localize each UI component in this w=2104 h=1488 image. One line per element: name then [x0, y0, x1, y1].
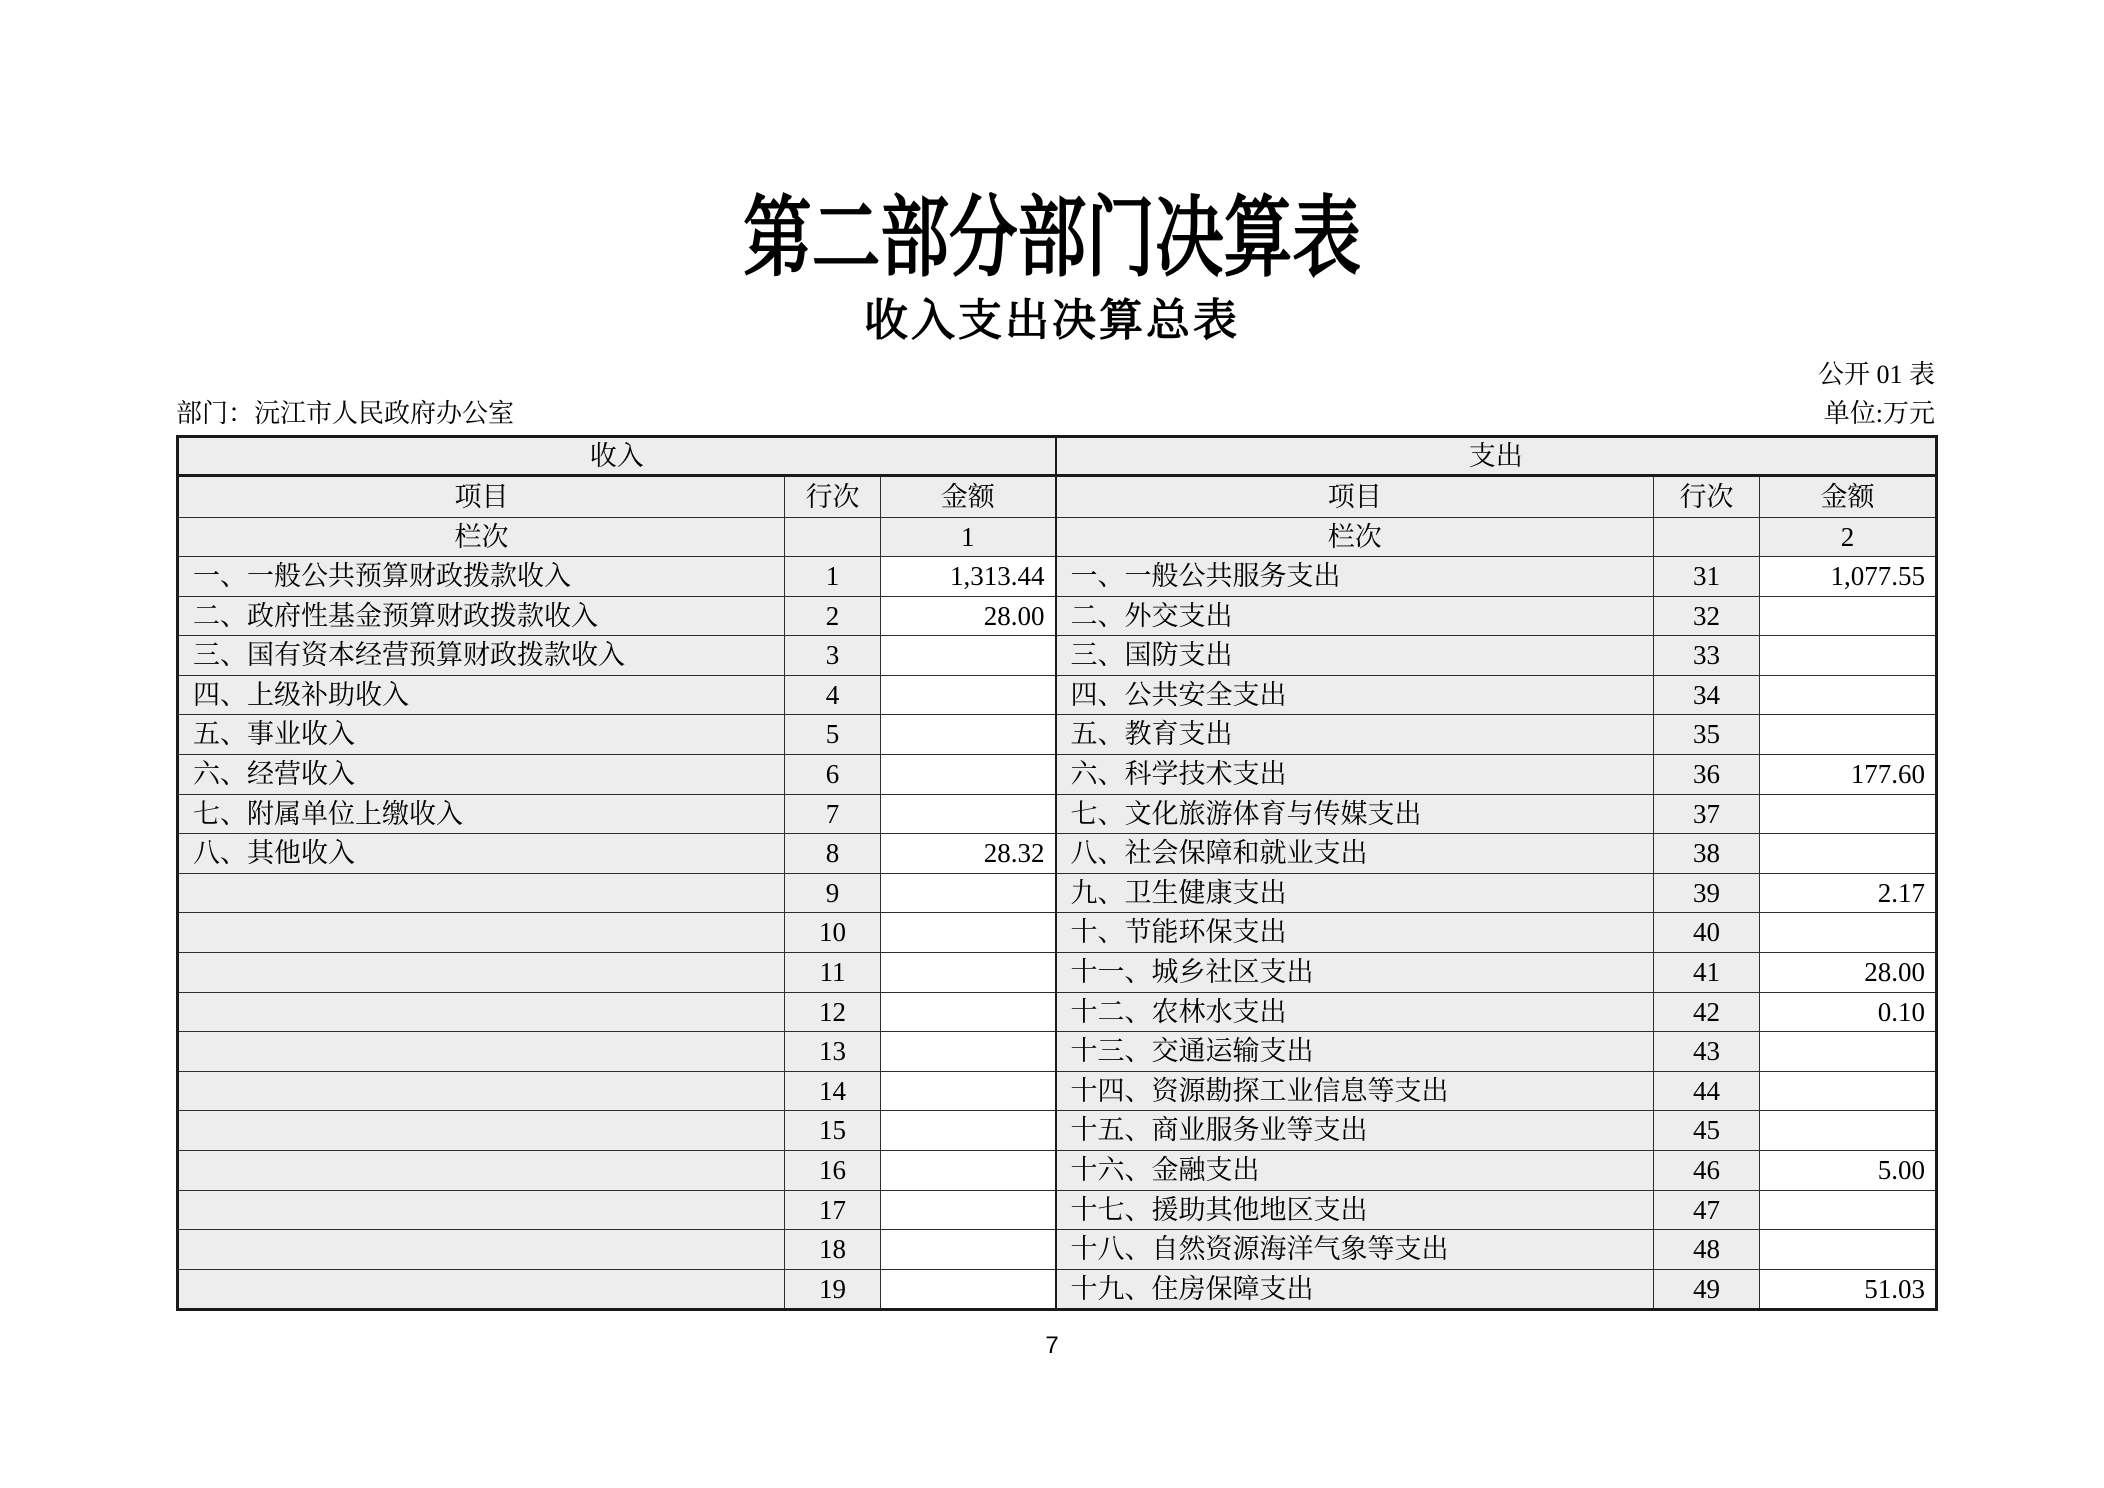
income-amount-cell [881, 754, 1056, 794]
income-line-cell: 8 [785, 834, 881, 874]
income-lanci-line-blank [785, 518, 881, 557]
expense-amount-cell: 28.00 [1760, 952, 1937, 992]
income-amount-cell [881, 636, 1056, 676]
meta-line [176, 399, 1935, 429]
income-line-cell: 17 [785, 1190, 881, 1230]
income-amount-cell [881, 715, 1056, 755]
income-line-cell: 13 [785, 1032, 881, 1072]
expense-line-cell: 32 [1654, 596, 1760, 636]
income-item-cell [178, 913, 785, 953]
income-amount-cell [881, 794, 1056, 834]
expense-line-cell: 34 [1654, 675, 1760, 715]
expense-line-cell: 40 [1654, 913, 1760, 953]
table-row [178, 596, 1937, 636]
section-header-row [178, 437, 1937, 476]
table-row [178, 834, 1937, 874]
income-item-cell [178, 1190, 785, 1230]
income-item-cell: 一、一般公共预算财政拨款收入 [178, 557, 785, 597]
expense-amount-cell [1760, 1190, 1937, 1230]
income-line-cell: 12 [785, 992, 881, 1032]
income-item-cell: 六、经营收入 [178, 754, 785, 794]
table-title: 收入支出决算总表 [864, 296, 1240, 345]
table-row [178, 794, 1937, 834]
expense-item-cell: 八、社会保障和就业支出 [1056, 834, 1654, 874]
table-row [178, 1190, 1937, 1230]
page-number: 7 [1045, 1332, 1059, 1359]
income-item-cell [178, 952, 785, 992]
income-item-cell: 五、事业收入 [178, 715, 785, 755]
expense-item-cell: 十九、住房保障支出 [1056, 1269, 1654, 1310]
income-item-cell [178, 1111, 785, 1151]
income-item-cell: 四、上级补助收入 [178, 675, 785, 715]
expense-amount-cell: 177.60 [1760, 754, 1937, 794]
income-line-cell: 15 [785, 1111, 881, 1151]
expense-item-cell: 二、外交支出 [1056, 596, 1654, 636]
income-line-cell: 16 [785, 1150, 881, 1190]
table-row [178, 1269, 1937, 1310]
income-line-cell: 11 [785, 952, 881, 992]
expense-section-header: 支出 [1056, 437, 1937, 476]
expense-line-cell: 45 [1654, 1111, 1760, 1151]
table-row [178, 1032, 1937, 1072]
table-row [178, 636, 1937, 676]
income-amount-cell: 28.32 [881, 834, 1056, 874]
expense-amount-cell: 1,077.55 [1760, 557, 1937, 597]
income-amount-cell [881, 873, 1056, 913]
table-row [178, 913, 1937, 953]
income-item-cell [178, 1150, 785, 1190]
income-amount-cell [881, 992, 1056, 1032]
income-line-cell: 7 [785, 794, 881, 834]
expense-amount-column-header: 金额 [1760, 476, 1937, 518]
table-row [178, 754, 1937, 794]
income-amount-cell [881, 675, 1056, 715]
page-title: 第二部分部门决算表 [743, 188, 1361, 287]
expense-item-cell: 一、一般公共服务支出 [1056, 557, 1654, 597]
expense-item-cell: 九、卫生健康支出 [1056, 873, 1654, 913]
income-column-number: 1 [881, 518, 1056, 557]
income-item-cell [178, 1071, 785, 1111]
expense-line-cell: 37 [1654, 794, 1760, 834]
income-amount-cell [881, 1150, 1056, 1190]
income-line-cell: 18 [785, 1230, 881, 1270]
expense-column-number: 2 [1760, 518, 1937, 557]
expense-line-cell: 48 [1654, 1230, 1760, 1270]
table-row [178, 873, 1937, 913]
table-row [178, 675, 1937, 715]
expense-lanci-label: 栏次 [1056, 518, 1654, 557]
income-line-cell: 19 [785, 1269, 881, 1310]
expense-line-cell: 35 [1654, 715, 1760, 755]
expense-line-cell: 46 [1654, 1150, 1760, 1190]
expense-amount-cell [1760, 1032, 1937, 1072]
income-section-header: 收入 [178, 437, 1056, 476]
expense-item-cell: 六、科学技术支出 [1056, 754, 1654, 794]
unit-label: 单位:万元 [1823, 399, 1935, 428]
income-amount-cell [881, 1032, 1056, 1072]
income-line-cell: 6 [785, 754, 881, 794]
income-amount-cell [881, 1190, 1056, 1230]
income-line-cell: 3 [785, 636, 881, 676]
expense-amount-cell [1760, 636, 1937, 676]
table-row [178, 715, 1937, 755]
table-row [178, 1071, 1937, 1111]
income-amount-cell [881, 952, 1056, 992]
income-amount-cell [881, 913, 1056, 953]
expense-amount-cell: 5.00 [1760, 1150, 1937, 1190]
expense-lanci-line-blank [1654, 518, 1760, 557]
income-item-column-header: 项目 [178, 476, 785, 518]
income-line-cell: 2 [785, 596, 881, 636]
income-line-column-header: 行次 [785, 476, 881, 518]
expense-line-cell: 47 [1654, 1190, 1760, 1230]
expense-amount-cell [1760, 675, 1937, 715]
expense-line-cell: 39 [1654, 873, 1760, 913]
expense-item-cell: 七、文化旅游体育与传媒支出 [1056, 794, 1654, 834]
income-item-cell: 三、国有资本经营预算财政拨款收入 [178, 636, 785, 676]
income-amount-cell [881, 1071, 1056, 1111]
table-row [178, 557, 1937, 597]
expense-amount-cell [1760, 913, 1937, 953]
expense-amount-cell: 51.03 [1760, 1269, 1937, 1310]
income-amount-cell: 1,313.44 [881, 557, 1056, 597]
income-item-cell [178, 1230, 785, 1270]
income-amount-cell [881, 1269, 1056, 1310]
column-number-row [178, 518, 1937, 557]
income-line-cell: 9 [785, 873, 881, 913]
expense-item-cell: 三、国防支出 [1056, 636, 1654, 676]
expense-item-cell: 十四、资源勘探工业信息等支出 [1056, 1071, 1654, 1111]
income-amount-cell: 28.00 [881, 596, 1056, 636]
income-item-cell: 七、附属单位上缴收入 [178, 794, 785, 834]
budget-summary-table [176, 435, 1938, 1311]
table-code-label: 公开 01 表 [1817, 360, 1935, 389]
expense-item-cell: 十三、交通运输支出 [1056, 1032, 1654, 1072]
expense-item-cell: 五、教育支出 [1056, 715, 1654, 755]
income-line-cell: 1 [785, 557, 881, 597]
expense-line-cell: 31 [1654, 557, 1760, 597]
expense-item-cell: 十五、商业服务业等支出 [1056, 1111, 1654, 1151]
income-line-cell: 5 [785, 715, 881, 755]
income-line-cell: 4 [785, 675, 881, 715]
income-item-cell [178, 992, 785, 1032]
expense-line-cell: 38 [1654, 834, 1760, 874]
expense-line-cell: 42 [1654, 992, 1760, 1032]
column-header-row [178, 476, 1937, 518]
expense-item-cell: 十六、金融支出 [1056, 1150, 1654, 1190]
department-label: 部门：沅江市人民政府办公室 [176, 399, 515, 428]
table-row [178, 1111, 1937, 1151]
table-row [178, 1230, 1937, 1270]
income-line-cell: 14 [785, 1071, 881, 1111]
income-amount-cell [881, 1230, 1056, 1270]
expense-item-cell: 十七、援助其他地区支出 [1056, 1190, 1654, 1230]
expense-amount-cell [1760, 834, 1937, 874]
expense-item-cell: 四、公共安全支出 [1056, 675, 1654, 715]
expense-item-cell: 十八、自然资源海洋气象等支出 [1056, 1230, 1654, 1270]
expense-item-cell: 十、节能环保支出 [1056, 913, 1654, 953]
expense-item-cell: 十二、农林水支出 [1056, 992, 1654, 1032]
income-item-cell [178, 1269, 785, 1310]
expense-item-column-header: 项目 [1056, 476, 1654, 518]
table-row [178, 992, 1937, 1032]
income-item-cell [178, 1032, 785, 1072]
income-item-cell: 八、其他收入 [178, 834, 785, 874]
income-amount-column-header: 金额 [881, 476, 1056, 518]
expense-amount-cell: 0.10 [1760, 992, 1937, 1032]
expense-amount-cell [1760, 596, 1937, 636]
expense-amount-cell [1760, 1071, 1937, 1111]
expense-line-cell: 36 [1654, 754, 1760, 794]
table-row [178, 1150, 1937, 1190]
expense-line-cell: 41 [1654, 952, 1760, 992]
expense-amount-cell [1760, 1111, 1937, 1151]
expense-line-cell: 44 [1654, 1071, 1760, 1111]
expense-amount-cell [1760, 794, 1937, 834]
table-row [178, 952, 1937, 992]
expense-line-cell: 43 [1654, 1032, 1760, 1072]
expense-line-cell: 49 [1654, 1269, 1760, 1310]
expense-line-column-header: 行次 [1654, 476, 1760, 518]
income-amount-cell [881, 1111, 1056, 1151]
expense-amount-cell [1760, 1230, 1937, 1270]
expense-item-cell: 十一、城乡社区支出 [1056, 952, 1654, 992]
income-item-cell [178, 873, 785, 913]
expense-amount-cell [1760, 715, 1937, 755]
income-lanci-label: 栏次 [178, 518, 785, 557]
expense-line-cell: 33 [1654, 636, 1760, 676]
income-item-cell: 二、政府性基金预算财政拨款收入 [178, 596, 785, 636]
expense-amount-cell: 2.17 [1760, 873, 1937, 913]
income-line-cell: 10 [785, 913, 881, 953]
